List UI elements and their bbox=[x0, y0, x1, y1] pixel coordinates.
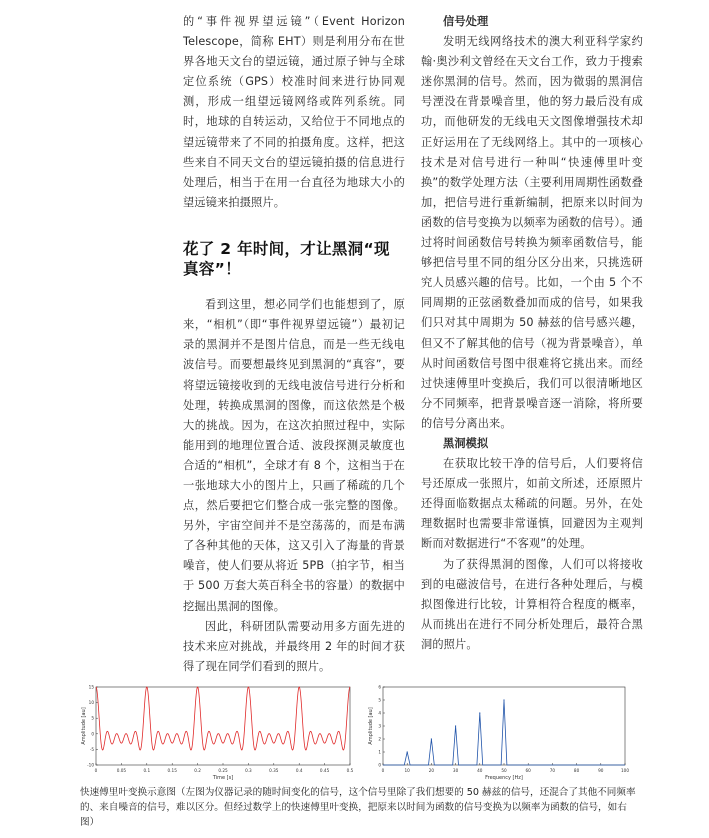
x-tick-label: 0 bbox=[381, 768, 385, 773]
x-axis-label: Time [s] bbox=[212, 775, 234, 781]
y-axis-label: Amplitude [au] bbox=[368, 707, 374, 745]
right-paragraph-2: 在获取比较干净的信号后，人们要将信号还原成一张照片，如前文所述，还原照片还得面临数据点太稀疏的问题。另外，在处理数据时也需要非常谨慎，回避因为主观判断而对数据进行“不客观”的处理。 bbox=[421, 457, 643, 551]
x-tick-label: 70 bbox=[549, 768, 556, 773]
x-tick-label: 0.4 bbox=[295, 768, 303, 773]
x-tick-label: 0.05 bbox=[116, 768, 127, 773]
right-paragraph-3: 为了获得黑洞的图像，人们可以将接收到的电磁波信号，在进行各种处理后，与模拟图像进行比较，计算相符合程度的概率，从而挑出在进行不同分析处理后，最符合黑洞的照片。 bbox=[421, 557, 643, 651]
y-tick-label: 5 bbox=[91, 715, 94, 721]
spectrum-peak bbox=[479, 712, 480, 713]
x-tick-label: 0.35 bbox=[269, 768, 279, 773]
x-tick-label: 0.15 bbox=[167, 768, 177, 773]
left-column bbox=[183, 12, 405, 677]
y-tick-label: 1 bbox=[378, 749, 381, 755]
x-tick-label: 60 bbox=[525, 768, 531, 773]
y-tick-label: 15 bbox=[88, 684, 94, 690]
y-tick-label: 0 bbox=[91, 731, 94, 737]
fft-figure bbox=[80, 683, 640, 783]
y-tick-label: 5 bbox=[378, 697, 381, 703]
x-tick-label: 90 bbox=[598, 768, 604, 773]
right-column bbox=[421, 12, 643, 655]
plot-frame bbox=[96, 687, 350, 765]
section-heading: 花了 2 年时间，才让黑洞“现真容”！ bbox=[183, 239, 390, 279]
y-tick-label: -5 bbox=[89, 746, 94, 752]
x-tick-label: 50 bbox=[501, 768, 507, 773]
y-tick-label: 0 bbox=[378, 762, 381, 768]
x-tick-label: 30 bbox=[452, 768, 459, 773]
x-tick-label: 0.5 bbox=[346, 768, 354, 773]
y-tick-label: -10 bbox=[87, 762, 94, 768]
figure-caption: 快速傅里叶变换示意图（左图为仪器记录的随时间变化的信号，这个信号里除了我们想要的 50 赫兹的信号，还混合了其他不同频率的、来自噪音的信号，难以区分。但经过数学上的快速傅里叶变换，把原来以时间为函数的信号变换为以频率为函数的信号，如右图） bbox=[80, 787, 636, 828]
left-paragraph-1: 的“事件视界望远镜”（Event Horizon Telescope，简称 EHT）则是利用分布在世界各地天文台的望远镜，通过原子钟与全球定位系统（GPS）校准时间来进行协同观测，形成一组望远镜网络或阵列系统。同时，地球的自转运动，又给位于不同地点的望远镜带来了不同的拍摄角度。这样，把这些来自不同天文台的望远镜拍摄的信息进行处理后，相当于在用一台直径为地球大小的望远镜来拍摄照片。 bbox=[183, 15, 405, 209]
frequency-domain-chart bbox=[365, 683, 630, 783]
spectrum-peak bbox=[431, 738, 432, 739]
x-tick-label: 20 bbox=[428, 768, 435, 773]
x-tick-label: 0.45 bbox=[319, 768, 330, 773]
x-tick-label: 40 bbox=[477, 768, 483, 773]
plot-frame bbox=[383, 687, 625, 765]
left-paragraph-3: 因此，科研团队需要动用多方面先进的技术来应对挑战，并最终用 2 年的时间才获得了现在同学们看到的照片。 bbox=[183, 619, 405, 673]
y-tick-label: 6 bbox=[378, 684, 381, 690]
spectrum-peak bbox=[455, 725, 456, 726]
subheading-black-hole-simulation: 黑洞模拟 bbox=[443, 436, 489, 450]
x-tick-label: 0.2 bbox=[194, 768, 201, 773]
spectrum-line bbox=[383, 700, 625, 765]
x-tick-label: 0.3 bbox=[245, 768, 252, 773]
x-tick-label: 0.25 bbox=[218, 768, 228, 773]
y-tick-label: 2 bbox=[378, 736, 381, 742]
left-paragraph-2: 看到这里，想必同学们也能想到了，原来，“相机”（即“事件视界望远镜”）最初记录的黑洞并不是图片信息，而是一些无线电波信号。而要想最终见到黑洞的“真容”，要将望远镜接收到的无线电波信号进行分析和处理，转换成黑洞的图像，而这依然是个极大的挑战。因为，在这次拍照过程中，实际能用到的地理位置合适、波段探测灵敏度也合适的“相机”，全球才有 8 个，这相当于在一张地球大小的图片上，只画了稀疏的几个点，然后要把它们整合成一张完整的图像。另外，宇宙空间并不是空荡荡的，而是布满了各种其他的天体，这又引入了海量的背景噪音，使人们要从将近 5PB（拍字节，相当于 500 万套大英百科全书的容量）的数据中挖掘出黑洞的图像。 bbox=[183, 298, 405, 613]
subheading-signal-processing: 信号处理 bbox=[443, 15, 489, 28]
x-tick-label: 0.1 bbox=[143, 768, 151, 773]
x-tick-label: 80 bbox=[573, 768, 580, 773]
spectrum-peak bbox=[503, 699, 504, 700]
x-tick-label: 100 bbox=[621, 768, 629, 773]
y-tick-label: 4 bbox=[378, 710, 381, 716]
spectrum-peak bbox=[407, 751, 408, 752]
y-tick-label: 3 bbox=[378, 723, 381, 729]
y-tick-label: 10 bbox=[88, 700, 94, 706]
x-tick-label: 0 bbox=[94, 768, 98, 773]
x-axis-label: Frequency [Hz] bbox=[485, 775, 523, 781]
right-paragraph-1: 发明无线网络技术的澳大利亚科学家约翰·奥沙利文曾经在天文台工作，致力于搜索迷你黑洞的信号。然而，因为微弱的黑洞信号湮没在背景噪音里，他的努力最后没有成功，而他研发的无线电天文图像增强技术却正好运用在了无线网络上。其中的一项核心技术是对信号进行一种叫“快速傅里叶变换”的数学处理方法（主要利用周期性函数叠加，把信号进行重新编制，把原来以时间为函数的信号变换为以频率为函数的信号）。通过将时间函数信号转换为频率函数信号，能够把信号里不同的组分区分出来，只挑选研究人员感兴趣的信号。比如，一个由 5 个不同周期的正弦函数叠加而成的信号，如果我们只对其中周期为 50 赫兹的信号感兴趣，但又不了解其他的信号（视为背景噪音），单从时间函数信号图中很难将它挑出来。而经过快速傅里叶变换后，我们可以很清晰地区分不同频率，把背景噪音逐一消除，将所要的信号分离出来。 bbox=[421, 35, 643, 430]
time-domain-chart bbox=[80, 683, 355, 783]
signal-line bbox=[96, 687, 350, 750]
y-axis-label: Amplitude [au] bbox=[81, 707, 87, 745]
x-tick-label: 10 bbox=[404, 768, 410, 773]
